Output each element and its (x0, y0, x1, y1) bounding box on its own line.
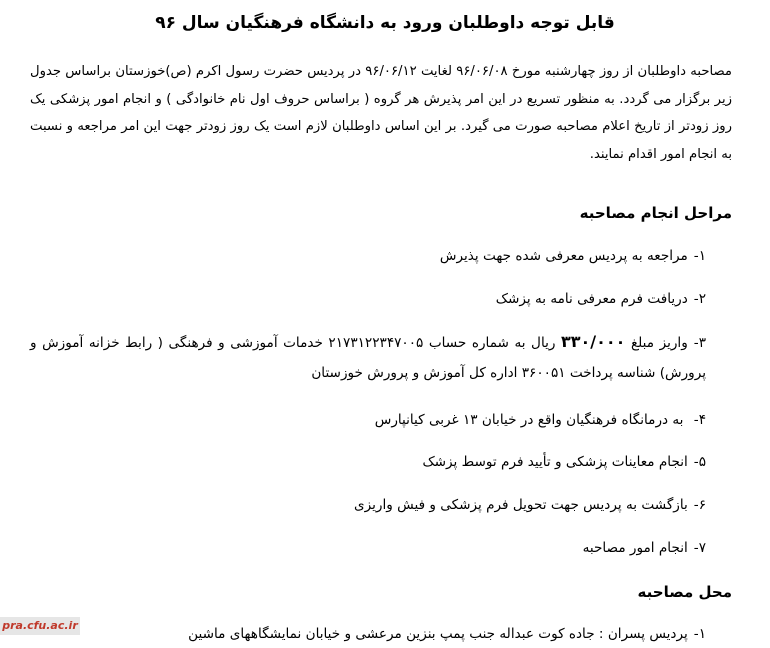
step-number: ۶- (693, 497, 706, 513)
step-text: بازگشت به پردیس جهت تحویل فرم پزشکی و فیش واریزی (354, 497, 688, 513)
step-number: ۱- (693, 248, 706, 264)
step-item (30, 285, 706, 313)
step-item (30, 491, 706, 519)
step-number: ۳- (693, 335, 706, 351)
step-number: ۴- (693, 412, 706, 428)
step-number: ۵- (693, 454, 706, 470)
step-item (30, 448, 706, 476)
location-number: ۱- (693, 626, 706, 642)
step-text: مراجعه به پردیس معرفی شده جهت پذیرش (439, 248, 688, 264)
step-text: دریافت فرم معرفی نامه به پزشک (495, 291, 688, 307)
location-item (30, 620, 706, 648)
page-title: قابل توجه داوطلبان ورود به دانشگاه فرهنگیان سال ۹۶ (155, 13, 615, 33)
step-item (30, 534, 706, 562)
location-heading: محل مصاحبه (637, 583, 732, 601)
step-text: انجام امور مصاحبه (582, 540, 688, 556)
step-text-prefix: واریز مبلغ (630, 335, 688, 351)
step-item (30, 406, 706, 434)
step-text: انجام معاینات پزشکی و تأیید فرم توسط پزشک (422, 454, 688, 470)
step-number: ۷- (693, 540, 706, 556)
intro-paragraph: مصاحبه داوطلبان از روز چهارشنبه مورخ ۹۶/۰۶/۰۸ لغایت ۹۶/۰۶/۱۲ در پردیس حضرت رسول اکرم (ص)خوزستان براساس جدول زیر برگزار می گردد. به منظور تسریع در این امر پذیرش هر گروه ( براساس حروف اول نام خانوادگی ) و انجام امور پزشکی یک روز زودتر از تاریخ اعلام مصاحبه صورت می گیرد. بر این اساس داوطلبان لازم است یک روز زودتر جهت این امر مراجعه و نسبت به انجام امور اقدام نمایند. (30, 64, 732, 162)
step-item (30, 327, 706, 388)
step-text: ریال به شماره حساب ۲۱۷۳۱۲۲۳۴۷۰۰۵ خدمات آموزشی و فرهنگی ( رابط خزانه آموزش و پرورش) شناسه پرداخت ۳۶۰۰۵۱ اداره کل آموزش و پرورش خوزستان (30, 335, 706, 381)
step-item (30, 242, 706, 270)
site-watermark: pra.cfu.ac.ir (0, 617, 80, 635)
step-number: ۲- (693, 291, 706, 307)
location-text: پردیس پسران : جاده کوت عبداله جنب پمپ بنزین مرعشی و خیابان نمایشگاههای ماشین (188, 626, 688, 642)
payment-amount: ۳۳۰/۰۰۰ (560, 332, 626, 351)
step-text: به درمانگاه فرهنگیان واقع در خیابان ۱۳ غربی کیانپارس (374, 412, 688, 428)
stages-heading: مراحل انجام مصاحبه (579, 204, 732, 222)
